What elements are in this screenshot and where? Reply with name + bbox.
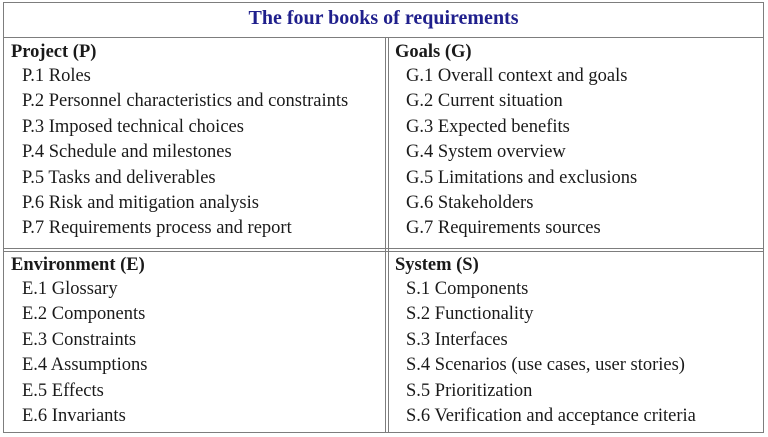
- environment-book-cell: [11, 253, 147, 429]
- goals-item: G.1 Overall context and goals: [406, 66, 628, 86]
- project-item: P.2 Personnel characteristics and constraints: [22, 91, 349, 112]
- system-item: S.1 Components: [406, 279, 529, 299]
- system-book-list: [395, 277, 696, 429]
- goals-item: G.6 Stakeholders: [406, 192, 534, 213]
- system-item: S.5 Prioritization: [406, 380, 533, 401]
- goals-book-cell: [395, 40, 637, 242]
- project-book-list: [11, 64, 348, 242]
- environment-book-list: [11, 277, 147, 429]
- environment-item: E.3 Constraints: [22, 329, 137, 350]
- row-divider-double: [4, 251, 763, 252]
- environment-item: E.5 Effects: [22, 380, 104, 401]
- column-divider: [385, 37, 386, 432]
- system-book-cell: [395, 253, 696, 429]
- system-item: S.6 Verification and acceptance criteria: [406, 405, 696, 426]
- goals-item: G.2 Current situation: [406, 91, 563, 112]
- project-item: P.3 Imposed technical choices: [22, 116, 244, 137]
- project-item: P.1 Roles: [22, 66, 91, 86]
- column-divider-double: [388, 37, 389, 432]
- project-item: P.5 Tasks and deliverables: [22, 167, 216, 188]
- requirements-table: [3, 2, 764, 433]
- goals-item: G.7 Requirements sources: [406, 218, 601, 239]
- system-item: S.2 Functionality: [406, 304, 534, 325]
- project-item: P.4 Schedule and milestones: [22, 142, 232, 163]
- goals-item: G.3 Expected benefits: [406, 116, 570, 137]
- environment-item: E.1 Glossary: [22, 279, 118, 299]
- environment-item: E.6 Invariants: [22, 405, 126, 426]
- goals-item: G.4 System overview: [406, 142, 566, 163]
- goals-book-heading: Goals (G): [395, 42, 472, 62]
- project-book-heading: Project (P): [11, 42, 97, 62]
- goals-item: G.5 Limitations and exclusions: [406, 167, 638, 188]
- goals-book-list: [395, 64, 637, 242]
- system-item: S.4 Scenarios (use cases, user stories): [406, 355, 685, 376]
- title-divider: [4, 37, 763, 38]
- row-divider: [4, 248, 763, 249]
- system-item: S.3 Interfaces: [406, 329, 508, 350]
- project-item: P.7 Requirements process and report: [22, 218, 292, 239]
- environment-item: E.4 Assumptions: [22, 355, 148, 376]
- system-book-heading: System (S): [395, 255, 479, 275]
- project-item: P.6 Risk and mitigation analysis: [22, 192, 259, 213]
- table-title: The four books of requirements: [248, 7, 519, 29]
- environment-book-heading: Environment (E): [11, 255, 145, 275]
- project-book-cell: [11, 40, 348, 242]
- environment-item: E.2 Components: [22, 304, 146, 325]
